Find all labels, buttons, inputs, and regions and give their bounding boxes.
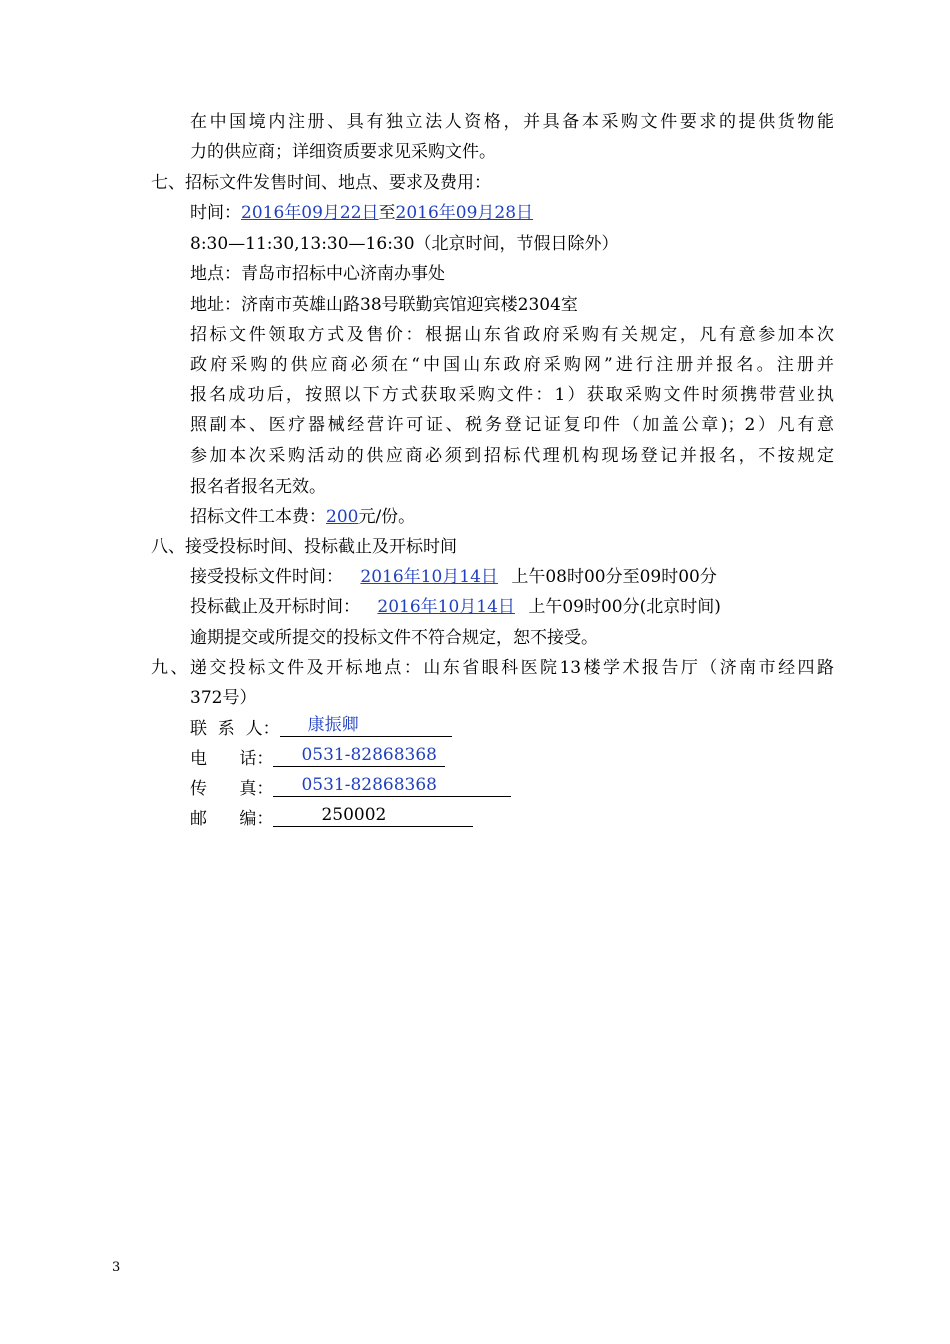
section-9-heading: 九、递交投标文件及开标地点：山东省眼科医院13楼学术报告厅（济南市经四路 xyxy=(151,658,834,678)
sale-time-row xyxy=(190,202,533,224)
document-fee-row xyxy=(190,506,415,528)
contact-person-row xyxy=(190,715,452,740)
contact-person-blank xyxy=(280,715,452,737)
sale-start-date-link[interactable]: 2016年09月22日 xyxy=(241,203,379,223)
fax-value[interactable]: 0531-82868368 xyxy=(301,775,437,795)
fax-label: 传 真： xyxy=(190,779,274,799)
purchase-method-line-3: 报名成功后，按照以下方式获取采购文件：1）获取采购文件时须携带营业执 xyxy=(190,385,834,405)
phone-row xyxy=(190,745,445,770)
receive-bid-time: 上午08时00分至09时00分 xyxy=(511,567,717,587)
section-7-heading: 七、招标文件发售时间、地点、要求及费用： xyxy=(151,173,491,193)
document-fee-value-link[interactable]: 200 xyxy=(326,507,359,527)
contact-person-label: 联 系 人： xyxy=(190,719,280,739)
phone-blank xyxy=(273,745,445,767)
qualification-text-line-1: 在中国境内注册、具有独立法人资格，并具备本采购文件要求的提供货物能 xyxy=(190,112,834,132)
zip-blank xyxy=(273,805,473,827)
receive-bid-label: 接受投标文件时间： xyxy=(190,567,343,587)
sale-time-label: 时间： xyxy=(190,203,241,223)
bid-deadline-date-link[interactable]: 2016年10月14日 xyxy=(377,597,515,617)
receive-bid-row xyxy=(190,566,717,588)
zip-value: 250002 xyxy=(321,805,387,825)
document-fee-unit: 元/份。 xyxy=(358,507,416,527)
late-submission-note: 逾期提交或所提交的投标文件不符合规定，恕不接受。 xyxy=(190,628,598,648)
receive-bid-date-link[interactable]: 2016年10月14日 xyxy=(360,567,498,587)
page-number: 3 xyxy=(112,1260,121,1275)
sale-address: 地址：济南市英雄山路38号联勤宾馆迎宾楼2304室 xyxy=(190,295,578,315)
qualification-text-line-2: 力的供应商；详细资质要求见采购文件。 xyxy=(190,142,496,162)
sale-hours: 8:30—11:30,13:30—16:30（北京时间，节假日除外） xyxy=(190,234,619,254)
sale-time-to: 至 xyxy=(378,203,396,223)
sale-end-date-link[interactable]: 2016年09月28日 xyxy=(395,203,534,223)
fax-row xyxy=(190,775,511,800)
bid-deadline-time: 上午09时00分(北京时间) xyxy=(528,597,721,617)
zip-label: 邮 编： xyxy=(190,809,274,829)
purchase-method-line-1: 招标文件领取方式及售价：根据山东省政府采购有关规定，凡有意参加本次 xyxy=(190,325,834,345)
zip-row xyxy=(190,805,473,830)
purchase-method-line-5: 参加本次采购活动的供应商必须到招标代理机构现场登记并报名，不按规定 xyxy=(190,446,834,466)
section-8-heading: 八、接受投标时间、投标截止及开标时间 xyxy=(151,537,457,557)
bid-deadline-row xyxy=(190,596,721,618)
purchase-method-line-2: 政府采购的供应商必须在“中国山东政府采购网”进行注册并报名。注册并 xyxy=(190,355,834,375)
bid-deadline-label: 投标截止及开标时间： xyxy=(190,597,360,617)
section-9-heading-cont: 372号） xyxy=(190,688,257,708)
document-fee-label: 招标文件工本费： xyxy=(190,507,326,527)
purchase-method-line-6: 报名者报名无效。 xyxy=(190,477,326,497)
sale-place: 地点：青岛市招标中心济南办事处 xyxy=(190,264,445,284)
fax-blank xyxy=(273,775,511,797)
purchase-method-line-4: 照副本、医疗器械经营许可证、税务登记证复印件（加盖公章)；2）凡有意 xyxy=(190,415,834,435)
phone-value[interactable]: 0531-82868368 xyxy=(301,745,437,765)
contact-person-value[interactable]: 康振卿 xyxy=(307,715,359,735)
phone-label: 电 话： xyxy=(190,749,274,769)
